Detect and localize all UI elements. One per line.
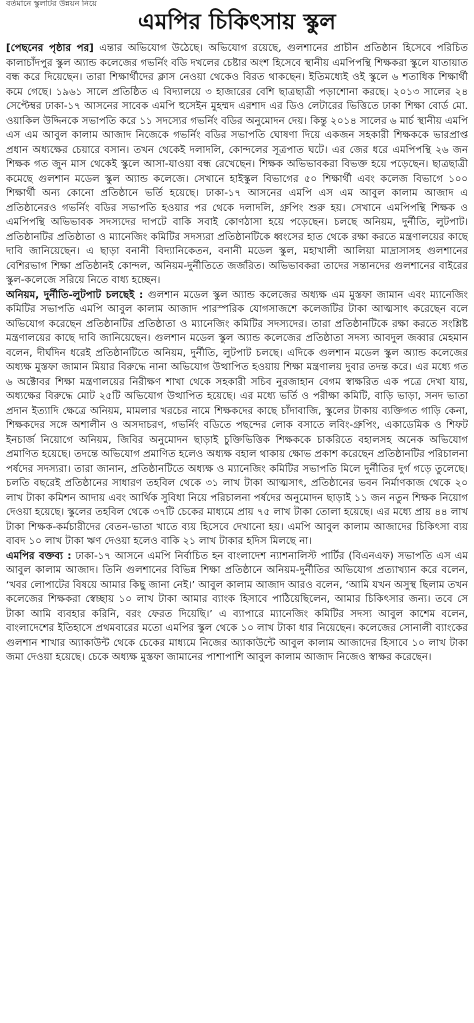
headline: এমপির চিকিৎসায় স্কুল [138,10,336,35]
subhead-irregularities: অনিয়ম, দুর্নীতি-লুটপাট চলছেই : [6,289,144,301]
paragraph-intro [6,42,468,289]
continuation-marker: [পেছনের পৃষ্ঠার পর] [6,43,94,54]
paragraph-irregularities-text: গুলশান মডেল স্কুল অ্যান্ড কলেজের অধ্যক্ষ এম মুস্তফা জামান এবং ম্যানেজিং কমিটির সভাপতি এমপি আবুল কালাম আজাদ পারস্পরিক যোগসাজশে কলেজটির টাকা আত্মসাৎ করেছেন বলে অভিযোগ করেছেন প্রতিষ্ঠানটির প্রতিষ্ঠাতা ও ম্যানেজিং কমিটির সদস্যদের। তারা প্রতিষ্ঠানটিকে রক্ষা করতে সংশ্লিষ্ট মন্ত্রণালয়ের কাছে দাবি জানিয়েছেন। গুলশান মডেল স্কুল অ্যান্ড কলেজের প্রতিষ্ঠাতা সদস্য আবদুল জব্বার মেহমান বলেন, দীর্ঘদিন ধরেই প্রতিষ্ঠানটিতে অনিয়ম, দুর্নীতি, লুটপাট চলছে। এদিকে গুলশান মডেল স্কুল অ্যান্ড কলেজের অধ্যক্ষ মুস্তফা জামান মিয়ার বিরুদ্ধে নানা অভিযোগ উত্থাপিত হওয়ায় শিক্ষা মন্ত্রণালয় দুবার তদন্ত করে। এর মধ্যে গত ৬ অক্টোবর শিক্ষা মন্ত্রণালয়ের নিরীক্ষণ শাখা থেকে সহকারী সচিব নুরজাহান বেগম স্বাক্ষরিত এক পত্রে দেখা যায়, অধ্যক্ষের বিরুদ্ধে মোট ২৫টি অভিযোগ উত্থাপিত হয়েছে। এর মধ্যে ভর্তি ও পরীক্ষা কমিটি, বাড়ি ভাড়া, সনদ ভাতা প্রদান ইত্যাদি ক্ষেত্রে অনিয়ম, মামলার খরচের নামে শিক্ষকদের কাছে চাঁদাবাজি, স্কুলের টাকায় ব্যক্তিগত গাড়ি কেনা, শিক্ষকদের সঙ্গে অশালীন ও অসদাচরণ, গভর্নিং বডিতে পছন্দের লোক বসাতে লবিং-গ্রুপিং, একাডেমিক ও শিফট ইনচার্জ নিয়োগে অনিয়ম, জিবির অনুমোদন ছাড়াই চুক্তিভিত্তিক শিক্ষককে চাকরিতে বহালসহ অনেক অভিযোগ প্রমাণিত হয়েছে। তদন্তে অভিযোগ প্রমাণিত হলেও অধ্যক্ষ বহাল থাকায় ক্ষোভ প্রকাশ করেছেন প্রতিষ্ঠানটির পরিচালনা পর্ষদের সদস্যরা। তারা জানান, প্রতিষ্ঠানটিতে অধ্যক্ষ ও ম্যানেজিং কমিটির সভাপতি মিলে দুর্নীতির দুর্গ গড়ে তুলেছে। চলতি বছরেই প্রতিষ্ঠানের সাধারণ তহবিল থেকে ৩১ লাখ টাকা আত্মসাৎ, প্রতিষ্ঠানের ভবন নির্মাণকাজ থেকে ২০ লাখ টাকা কমিশন আদায় এবং আর্থিক সুবিধা নিয়ে পরিচালনা পর্ষদের অনুমোদন ছাড়াই ১১ জন নতুন শিক্ষক নিয়োগ দেওয়া হয়েছে। স্কুলের তহবিল থেকে ৩৭টি চেকের মাধ্যমে প্রায় ৭৫ লাখ টাকা তোলা হয়েছে। এর মধ্যে প্রায় ৪৪ লাখ টাকা শিক্ষক-কর্মচারীদের বেতন-ভাতা খাতে ব্যয় হিসেবে দেখানো হয়। এমপি আবুল কালাম আজাদের চিকিৎসা ব্যয় বাবদ ১০ লাখ টাকা ঋণ দেওয়া হলেও বাকি ২১ লাখ টাকার হদিস মিলছে না। [6,289,468,547]
top-fragment-text: বর্তমানে স্কুলটির উন্নয়ন নিয়ে [6,0,97,8]
paragraph-mp-statement-text: ঢাকা-১৭ আসনে এমপি নির্বাচিত হন বাংলাদেশ ন্যাশনালিস্ট পার্টির (বিএনএফ) সভাপতি এস এম আবুল কালাম আজাদ। তিনি গুলশানের বিভিন্ন শিক্ষা প্রতিষ্ঠানে অনিয়ম-দুর্নীতির অভিযোগ প্রত্যাখ্যান করে বলেন, ‘খবর লোপাটের বিষয়ে আমার কিছু জানা নেই।’ আবুল কালাম আজাদ আরও বলেন, ‘আমি যখন অসুস্থ ছিলাম তখন কলেজের শিক্ষকরা স্বেচ্ছায় ১০ লাখ টাকা আমার ব্যাংক হিসাবে পাঠিয়েছিলেন, আমার চিকিৎসার জন্য। তবে সে টাকা আমি ব্যবহার করিনি, বরং ফেরত দিয়েছি।’ এ ব্যাপারে ম্যানেজিং কমিটির সদস্য আবুল কাশেম বলেন, বাংলাদেশের ইতিহাসে প্রথমবারের মতো এমপির স্কুল থেকে ১০ লাখ টাকা ধার নিয়েছেন। কলেজের সোনালী ব্যাংকের গুলশান শাখার অ্যাকাউন্ট থেকে চেকের মাধ্যমে নিজের অ্যাকাউন্টে আবুল কালাম আজাদের হিসাবে ১০ লাখ টাকা জমা দেওয়া হয়েছে। চেকে অধ্যক্ষ মুস্তফা জামানের পাশাপাশি আবুল কালাম আজাদ নিজেও স্বাক্ষর করেছেন। [6,550,468,663]
paragraph-mp-statement [6,550,468,666]
paragraph-intro-text: এন্তার অভিযোগ উঠেছে। অভিযোগ রয়েছে, গুলশানের প্রাচীন প্রতিষ্ঠান হিসেবে পরিচিত কালাচাঁদপুর স্কুল অ্যান্ড কলেজের গভর্নিং বডি দখলের চেষ্টার অংশ হিসেবে স্থানীয় এমপিপন্থি শিক্ষকরা স্কুলে যাতায়াত বন্ধ করে দিয়েছেন। তারা শিক্ষার্থীদের ক্লাস নেওয়া থেকেও বিরত থাকছেন। ইতিমধ্যেই ওই স্কুলে ৬ শতাধিক শিক্ষার্থী কমে গেছে। ১৯৬১ সালে প্রতিষ্ঠিত এ বিদ্যালয়ে ৩ হাজারের বেশি ছাত্রছাত্রী পড়াশোনা করছে। ২০১৩ সালের ২৪ সেপ্টেম্বর ঢাকা-১৭ আসনের সাবেক এমপি হুসেইন মুহম্মদ এরশাদ এর ডিও লেটারের ভিত্তিতে ঢাকা শিক্ষা বোর্ড মো. ওয়াকিল উদ্দিনকে সভাপতি করে ১১ সদস্যের গভর্নিং বডির অনুমোদন দেয়। কিন্তু ২০১৪ সালের ৬ মার্চ স্থানীয় এমপি এস এম আবুল কালাম আজাদ নিজেকে গভর্নিং বডির সভাপতি ঘোষণা দিয়ে একজন সহকারী শিক্ষককে ভারপ্রাপ্ত প্রধান অধ্যক্ষের চেয়ারে বসান। তখন থেকেই দলাদলি, কোন্দলের সূত্রপাত ঘটে। এর জের ধরে এমপিপন্থি ২৬ জন শিক্ষক গত জুন মাস থেকেই স্কুলে আসা-যাওয়া বন্ধ রেখেছেন। শিক্ষক অভিভাবকরা বিভক্ত হয়ে পড়েছেন। ছাত্রছাত্রী কমেছে গুলশান মডেল স্কুল অ্যান্ড কলেজে। সেখানে হাইস্কুল বিভাগের ৫০ শিক্ষার্থী এবং কলেজ বিভাগে ১০০ শিক্ষার্থী অন্য কোনো প্রতিষ্ঠানে ভর্তি হয়েছে। ঢাকা-১৭ আসনের এমপি এস এম আবুল কালাম আজাদ এ প্রতিষ্ঠানেরও গভর্নিং বডির সভাপতি হওয়ার পর থেকে দলাদলি, গ্রুপিং শুরু হয়। সেখানে এমপিপন্থি শিক্ষক ও এমপিপন্থি অভিভাবক সদস্যদের দাপটে বাকি সবাই কোণঠাসা হয়ে পড়েছেন। চলছে অনিয়ম, দুর্নীতি, লুটপাট। প্রতিষ্ঠানটির প্রতিষ্ঠাতা ও ম্যানেজিং কমিটির সদস্যরা প্রতিষ্ঠানটিকে ধ্বংসের হাত থেকে রক্ষা করতে মন্ত্রণালয়ের কাছে দাবি জানিয়েছেন। এ ছাড়া বনানী বিদ্যানিকেতন, বনানী মডেল স্কুল, মহাখালী আলিয়া মাদ্রাসাসহ গুলশানের বেশিরভাগ শিক্ষা প্রতিষ্ঠানই কোন্দল, অনিয়ম-দুর্নীতিতে জর্জরিত। অভিভাবকরা তাদের সন্তানদের গুলশানের বাইরের স্কুল-কলেজে সরিয়ে নিতে বাধ্য হচ্ছেন। [6,43,468,286]
subhead-mp-statement: এমপির বক্তব্য : [6,550,72,562]
paragraph-irregularities [6,289,468,550]
article-body [6,42,468,1018]
